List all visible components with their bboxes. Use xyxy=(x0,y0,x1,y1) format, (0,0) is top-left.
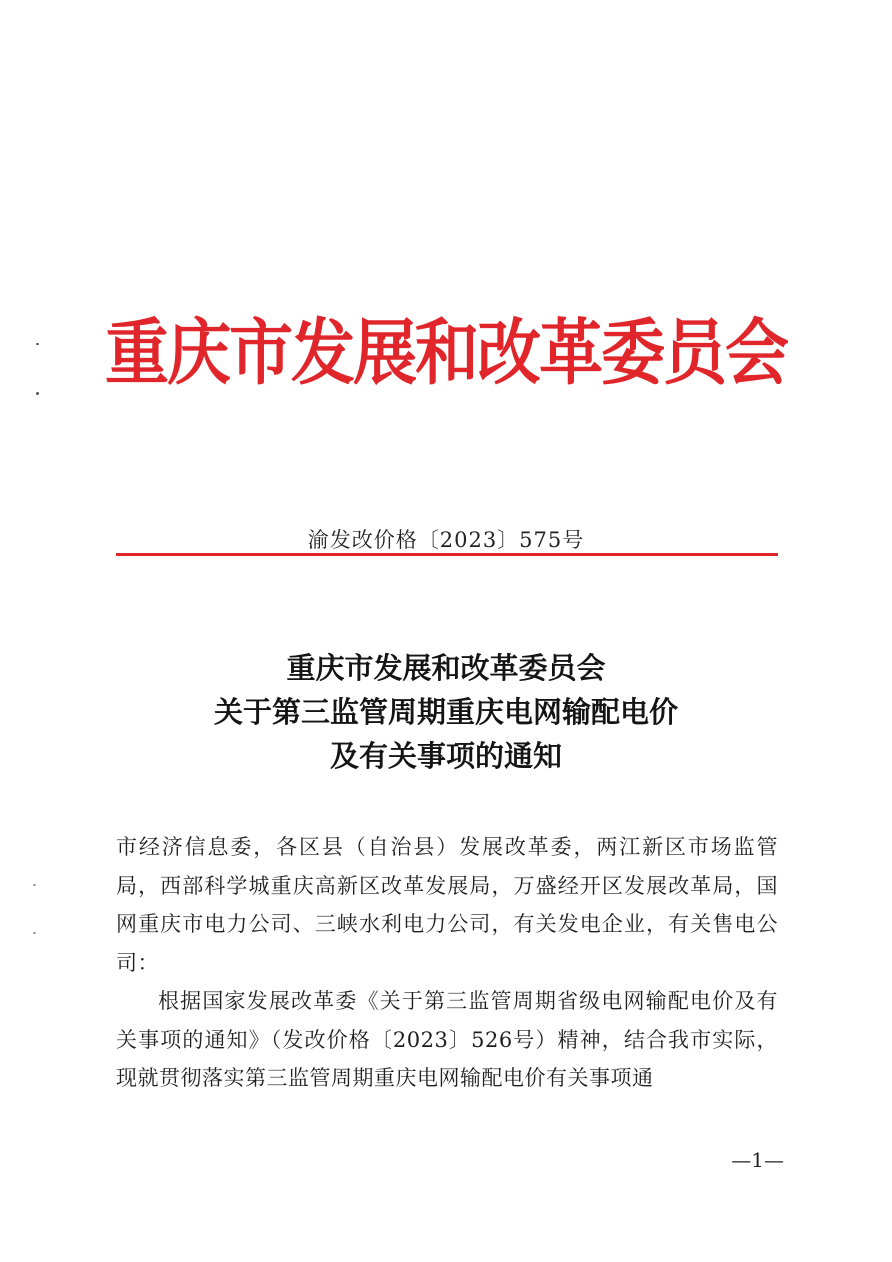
scan-speck xyxy=(33,884,36,886)
document-body xyxy=(116,828,778,1098)
scan-speck xyxy=(36,392,39,395)
recipients-paragraph: 市经济信息委，各区县（自治县）发展改革委，两江新区市场监管局，西部科学城重庆高新区改革发展局，万盛经开区发展改革局，国网重庆市电力公司、三峡水利电力公司，有关发电企业，有关售电公司： xyxy=(116,835,778,975)
document-number: 渝发改价格〔2023〕575号 xyxy=(307,528,585,552)
page-number: —1— xyxy=(731,1148,784,1172)
document-title xyxy=(0,646,892,778)
issuer-masthead: 重庆市发展和改革委员会 xyxy=(105,312,787,396)
scan-speck xyxy=(33,932,36,934)
body-paragraph-1: 根据国家发展改革委《关于第三监管周期省级电网输配电价及有关事项的通知》（发改价格〔2023〕526号）精神，结合我市实际，现就贯彻落实第三监管周期重庆电网输配电价有关事项通 xyxy=(116,989,778,1090)
title-line-1: 重庆市发展和改革委员会 xyxy=(286,651,606,685)
red-divider-line xyxy=(116,553,778,556)
title-line-2: 关于第三监管周期重庆电网输配电价 xyxy=(213,695,678,729)
title-line-3: 及有关事项的通知 xyxy=(329,739,562,773)
